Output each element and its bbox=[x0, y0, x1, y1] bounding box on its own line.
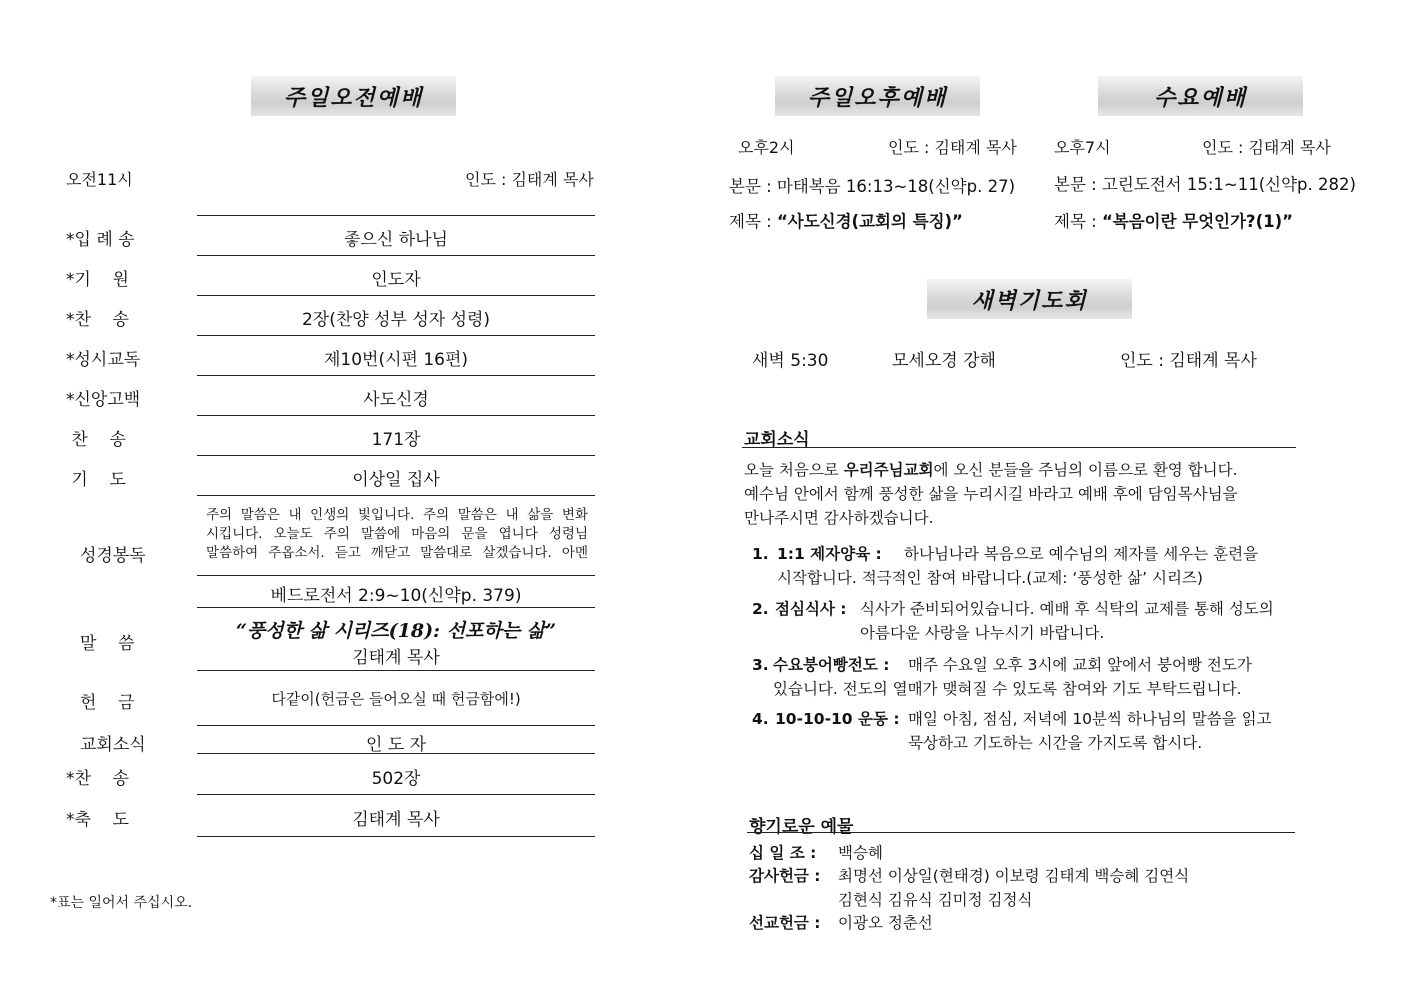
intro-text: 오늘 처음으로 bbox=[744, 461, 844, 479]
news-item-number: 1. bbox=[752, 545, 769, 563]
offering-label: 헌 금 bbox=[80, 693, 135, 713]
news-item-line-2: 아름다운 사랑을 나누시기 바랍니다. bbox=[860, 624, 1105, 642]
sermon-title: “풍성한 삶 시리즈(18): 선포하는 삶” bbox=[236, 620, 556, 642]
rule bbox=[197, 607, 595, 608]
rule bbox=[197, 725, 595, 726]
church-name: 우리주님교회 bbox=[843, 461, 934, 479]
news-item-head: 1:1 제자양육 : bbox=[777, 545, 882, 563]
news-intro-line-3: 만나주시면 감사하겠습니다. bbox=[744, 509, 934, 527]
rule bbox=[747, 832, 1295, 833]
news-item-line-2: 시작합니다. 적극적인 참여 바랍니다.(교제: ‘풍성한 삶’ 시리즈) bbox=[777, 569, 1203, 587]
news-item-head: 수요붕어빵전도 : bbox=[773, 656, 890, 674]
church-news-heading: 교회소식 bbox=[744, 430, 810, 450]
offerings-heading: 향기로운 예물 bbox=[749, 817, 854, 837]
thanks-names-line-2: 김현식 김유식 김미정 김정식 bbox=[838, 891, 1033, 909]
order-label: 기 도 bbox=[66, 470, 126, 490]
rule bbox=[197, 335, 595, 336]
afternoon-leader: 인도 : 김태계 목사 bbox=[888, 138, 1017, 157]
news-item-line-1: 식사가 준비되어있습니다. 예배 후 식탁의 교제를 통해 성도의 bbox=[860, 600, 1274, 618]
rule bbox=[197, 215, 595, 216]
afternoon-subject bbox=[729, 208, 963, 232]
news-item-line-2: 있습니다. 전도의 열매가 맺혀질 수 있도록 참여와 기도 부탁드립니다. bbox=[773, 680, 1242, 698]
news-item-line-1: 매주 수요일 오후 3시에 교회 앞에서 붕어빵 전도가 bbox=[908, 656, 1252, 674]
dawn-leader: 인도 : 김태계 목사 bbox=[1120, 351, 1257, 371]
sermon-label: 말 씀 bbox=[80, 634, 135, 654]
order-value: 인도자 bbox=[371, 270, 421, 290]
news-item-number: 3. bbox=[752, 656, 769, 674]
wednesday-text: 본문 : 고린도전서 15:1~11(신약p. 282) bbox=[1054, 175, 1356, 194]
rule bbox=[197, 495, 595, 496]
order-value: 좋으신 하나님 bbox=[344, 230, 448, 250]
rule bbox=[197, 575, 595, 576]
news-intro-line-1 bbox=[744, 458, 1238, 482]
news-item-head: 점심식사 : bbox=[775, 600, 847, 618]
intro-text: 에 오신 분들을 주님의 이름으로 환영 합니다. bbox=[933, 461, 1238, 479]
subject-prefix: 제목 : bbox=[1054, 212, 1102, 231]
news-item-line-1: 하나님나라 복음으로 예수님의 제자를 세우는 훈련을 bbox=[904, 545, 1259, 563]
rule bbox=[197, 753, 595, 754]
wednesday-subject bbox=[1054, 208, 1293, 232]
wednesday-worship-title: 수요예배 bbox=[1098, 76, 1303, 116]
rule bbox=[197, 670, 595, 671]
news-item-number: 4. bbox=[752, 710, 769, 728]
rule bbox=[197, 375, 595, 376]
news-item-line-1: 매일 아침, 점심, 저녁에 10분씩 하나님의 말씀을 읽고 bbox=[908, 710, 1272, 728]
afternoon-worship-title: 주일오후예배 bbox=[775, 76, 980, 116]
order-label: 찬 송 bbox=[66, 430, 126, 450]
tithe-names: 백승혜 bbox=[838, 844, 883, 862]
wednesday-time: 오후7시 bbox=[1054, 138, 1111, 157]
order-value: 사도신경 bbox=[363, 390, 429, 410]
wednesday-subject-title: “복음이란 무엇인가?(1)” bbox=[1101, 212, 1294, 231]
rule bbox=[197, 295, 595, 296]
order-value: 제10번(시편 16편) bbox=[323, 350, 469, 370]
rule bbox=[197, 794, 595, 795]
afternoon-time: 오후2시 bbox=[738, 138, 795, 157]
mission-label: 선교헌금 : bbox=[749, 914, 821, 932]
rule bbox=[197, 836, 595, 837]
news-label: 교회소식 bbox=[80, 735, 146, 755]
reading-prayer-line-1: 주의 말씀은 내 인생의 빛입니다. 주의 말씀은 내 삶을 변화 bbox=[206, 507, 588, 523]
news-intro-line-2: 예수님 안에서 함께 풍성한 삶을 누리시길 바라고 예배 후에 담임목사님을 bbox=[744, 485, 1238, 503]
tithe-label: 십 일 조 : bbox=[749, 844, 817, 862]
news-value: 인 도 자 bbox=[365, 735, 427, 755]
order-label: *입 례 송 bbox=[66, 230, 135, 250]
afternoon-text: 본문 : 마태복음 16:13~18(신약p. 27) bbox=[729, 177, 1016, 196]
order-label: *성시교독 bbox=[66, 350, 141, 370]
blessing-value: 김태계 목사 bbox=[352, 810, 440, 830]
thanks-names-line-1: 최명선 이상일(현태경) 이보령 김태계 백승혜 김연식 bbox=[838, 867, 1190, 885]
order-label: *신앙고백 bbox=[66, 390, 141, 410]
thanks-label: 감사헌금 : bbox=[749, 867, 821, 885]
order-value: 이상일 집사 bbox=[352, 470, 440, 490]
news-item-line-2: 묵상하고 기도하는 시간을 가지도록 합시다. bbox=[908, 734, 1203, 752]
reading-prayer-line-3: 말씀하여 주옵소서. 듣고 깨닫고 말씀대로 살겠습니다. 아멘 bbox=[206, 545, 588, 561]
blessing-label: *축 도 bbox=[66, 810, 129, 830]
offering-value: 다같이(헌금은 들어오실 때 헌금함에!) bbox=[271, 690, 521, 708]
dawn-prayer-title: 새벽기도회 bbox=[927, 279, 1132, 319]
standing-footnote: *표는 일어서 주십시오. bbox=[50, 895, 193, 911]
order-label: *기 원 bbox=[66, 270, 129, 290]
closing-hymn-value: 502장 bbox=[371, 769, 421, 789]
reading-prayer-line-2: 시킵니다. 오늘도 주의 말씀에 마음의 문을 엽니다 성령님 bbox=[206, 526, 588, 542]
morning-time: 오전11시 bbox=[66, 170, 133, 189]
order-value: 2장(찬양 성부 성자 성령) bbox=[301, 310, 491, 330]
morning-worship-title: 주일오전예배 bbox=[251, 76, 456, 116]
reading-reference: 베드로전서 2:9~10(신약p. 379) bbox=[270, 586, 522, 606]
order-value: 171장 bbox=[371, 430, 421, 450]
rule bbox=[197, 455, 595, 456]
dawn-time: 새벽 5:30 bbox=[752, 351, 829, 371]
closing-hymn-label: *찬 송 bbox=[66, 769, 129, 789]
news-item-number: 2. bbox=[752, 600, 769, 618]
subject-prefix: 제목 : bbox=[729, 212, 777, 231]
rule bbox=[197, 415, 595, 416]
morning-leader: 인도 : 김태계 목사 bbox=[465, 170, 594, 189]
reading-label: 성경봉독 bbox=[80, 546, 146, 566]
wednesday-leader: 인도 : 김태계 목사 bbox=[1202, 138, 1331, 157]
order-label: *찬 송 bbox=[66, 310, 129, 330]
mission-names: 이광오 정춘선 bbox=[838, 914, 933, 932]
rule bbox=[197, 255, 595, 256]
rule bbox=[742, 447, 1296, 448]
afternoon-subject-title: “사도신경(교회의 특징)” bbox=[776, 212, 963, 231]
news-item-head: 10-10-10 운동 : bbox=[775, 710, 900, 728]
sermon-preacher: 김태계 목사 bbox=[352, 648, 440, 668]
dawn-content: 모세오경 강해 bbox=[892, 351, 996, 371]
